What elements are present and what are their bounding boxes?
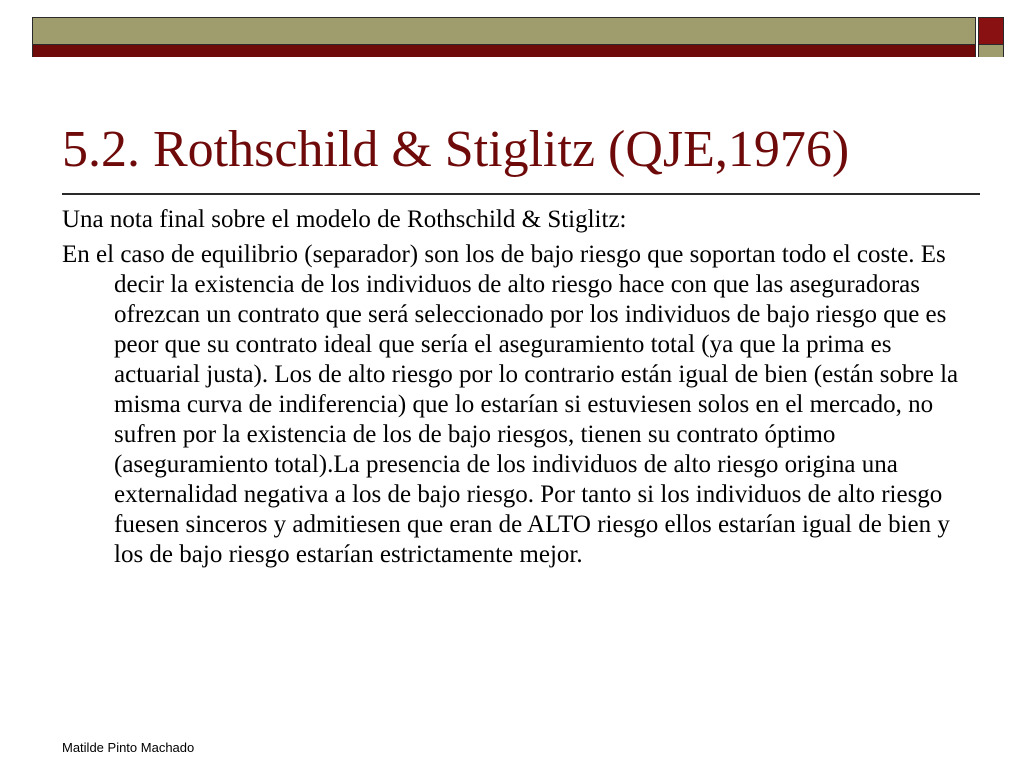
slide-footer-author: Matilde Pinto Machado [62, 740, 195, 755]
header-corner-block [978, 17, 1004, 57]
header-maroon-stripe [33, 45, 975, 57]
title-divider [62, 193, 980, 195]
header-olive-stripe [33, 18, 975, 45]
body-paragraph-main: En el caso de equilibrio (separador) son los de bajo riesgo que soportan todo el coste. Es decir la existencia de los individuos de alto riesgo hace con que las aseguradoras ofrezcan un contrato que será seleccionado por los individuos de bajo riesgo que es peor que su contrato ideal que sería el aseguramiento total (ya que la prima es actuarial justa). Los de alto riesgo por lo contrario están igual de bien (están sobre la misma curva de indiferencia) que lo estarían si estuviesen solos en el mercado, no sufren por la existencia de los de bajo riesgos, tienen su contrato óptimo (aseguramiento total).La presencia de los individuos de alto riesgo origina una externalidad negativa a los de bajo riesgo. Por tanto si los individuos de alto riesgo fuesen sinceros y admitiesen que eran de ALTO riesgo ellos estarían igual de bien y los de bajo riesgo estarían estrictamente mejor. [62, 241, 959, 568]
slide-title: 5.2. Rothschild & Stiglitz (QJE,1976) [62, 121, 850, 178]
body-paragraph-intro: Una nota final sobre el modelo de Rothschild & Stiglitz: [62, 206, 627, 233]
slide-body [62, 205, 966, 570]
corner-maroon-square [979, 18, 1003, 45]
header-decoration-bar [32, 17, 976, 57]
corner-olive-stripe [979, 45, 1003, 57]
